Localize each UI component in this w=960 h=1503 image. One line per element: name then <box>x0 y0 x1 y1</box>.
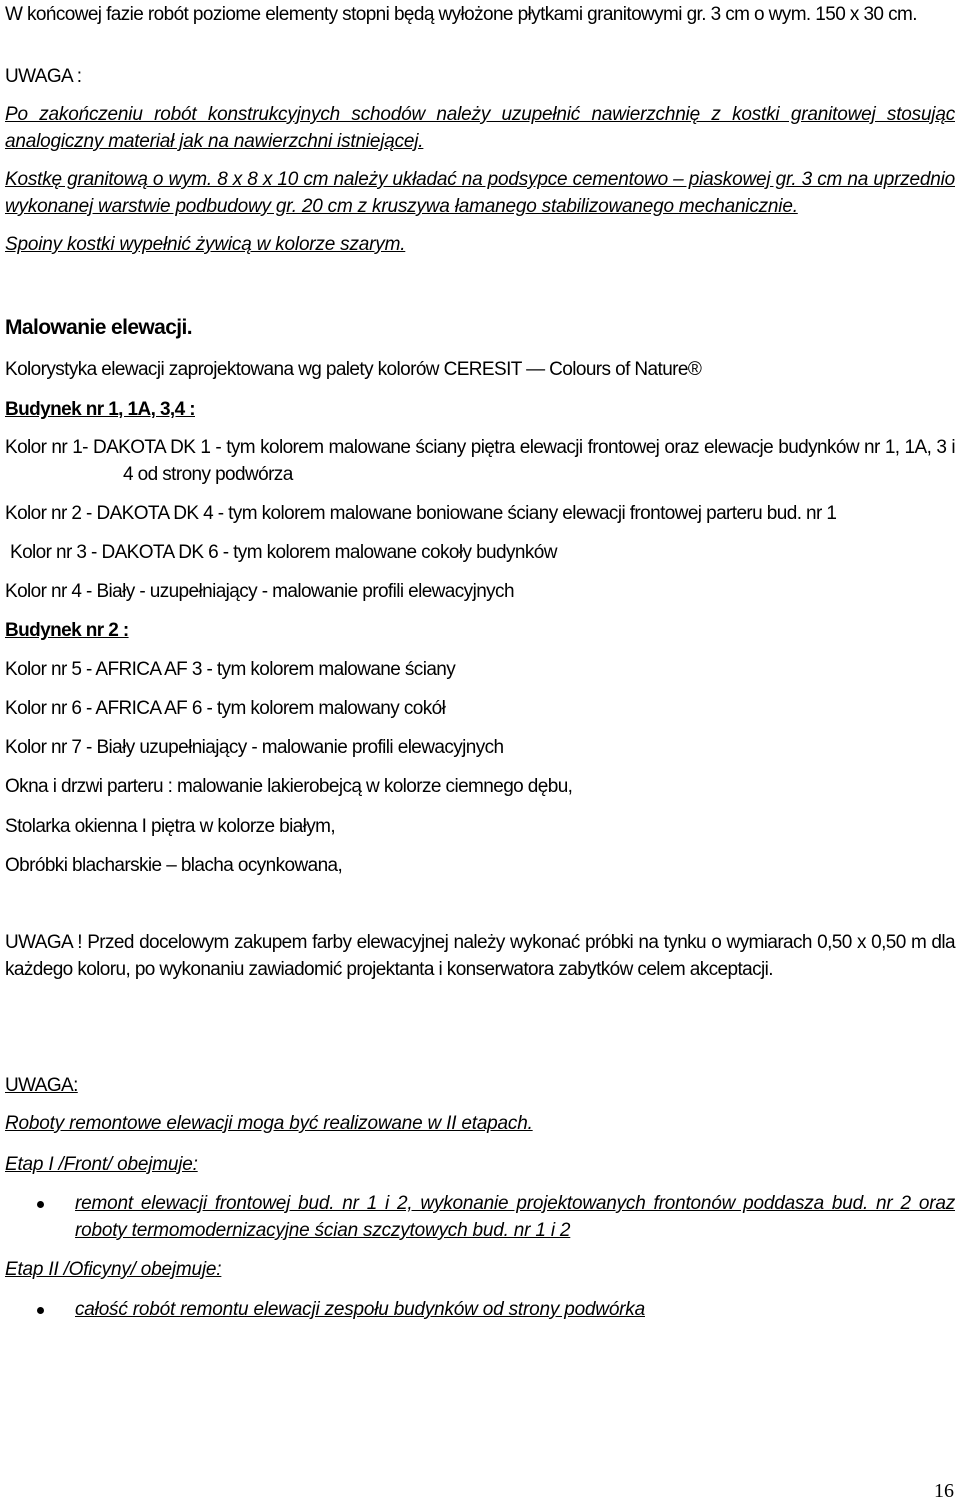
paragraph-obrobki: Obróbki blacharskie – blacha ocynkowana, <box>5 855 343 876</box>
list-item-etap-2 <box>5 1296 955 1323</box>
paragraph-joints: Spoiny kostki wypełnić żywicą w kolorze szarym. <box>5 234 406 255</box>
color-entry-3: Kolor nr 3 - DAKOTA DK 6 - tym kolorem malowane cokoły budynków <box>10 542 557 563</box>
heading-budynek-2: Budynek nr 2 : <box>5 620 129 641</box>
uwaga-heading-1: UWAGA : <box>5 66 82 87</box>
etap-2-item-text: całość robót remontu elewacji zespołu budynków od strony podwórka <box>75 1299 645 1320</box>
paragraph-uwaga-samples: UWAGA ! Przed docelowym zakupem farby elewacyjnej należy wykonać próbki na tynku o wymiarach 0,50 x 0,50 m dla każdego koloru, po wykonaniu zawiadomić projektanta i konserwatora zabytków celem akceptacji. <box>5 932 955 980</box>
paragraph-paving-completion: Po zakończeniu robót konstrukcyjnych schodów należy uzupełnić nawierzchnię z kostki granitowej stosując analogiczny materiał jak na nawierzchni istniejącej. <box>5 104 955 152</box>
paragraph-color-palette: Kolorystyka elewacji zaprojektowana wg palety kolorów CERESIT — Colours of Nature® <box>5 359 702 380</box>
page-number: 16 <box>934 1480 954 1502</box>
bullet-icon <box>37 1307 44 1314</box>
list-item-etap-1 <box>5 1190 955 1244</box>
color-entry-6: Kolor nr 6 - AFRICA AF 6 - tym kolorem malowany cokół <box>5 698 446 719</box>
etap-2-label: Etap II /Oficyny/ obejmuje: <box>5 1259 222 1280</box>
etap-1-item-text: remont elewacji frontowej bud. nr 1 i 2, wykonanie projektowanych frontonów poddasza bud. nr 2 oraz roboty termomodernizacyjne ścian szczytowych bud. nr 1 i 2 <box>75 1193 955 1241</box>
color-entry-2: Kolor nr 2 - DAKOTA DK 4 - tym kolorem malowane boniowane ściany elewacji frontowej parteru bud. nr 1 <box>5 503 837 524</box>
section-heading-malowanie: Malowanie elewacji. <box>5 316 193 339</box>
heading-budynek-1: Budynek nr 1, 1A, 3,4 : <box>5 399 195 420</box>
paragraph-windows-doors: Okna i drzwi parteru : malowanie lakierobejcą w kolorze ciemnego dębu, <box>5 776 573 797</box>
uwaga-heading-2: UWAGA: <box>5 1075 78 1096</box>
paragraph-roboty-etapy: Roboty remontowe elewacji moga być realizowane w II etapach. <box>5 1113 533 1134</box>
etap-1-label: Etap I /Front/ obejmuje: <box>5 1154 198 1175</box>
color-entry-7: Kolor nr 7 - Biały uzupełniający - malowanie profili elewacyjnych <box>5 737 504 758</box>
color-entry-5: Kolor nr 5 - AFRICA AF 3 - tym kolorem malowane ściany <box>5 659 456 680</box>
paragraph-granite-cobble: Kostkę granitową o wym. 8 x 8 x 10 cm należy układać na podsypce cementowo – piaskowej gr. 3 cm na uprzednio wykonanej warstwie podbudowy gr. 20 cm z kruszywa łamanego stabilizowanego mechanicznie. <box>5 169 955 217</box>
paragraph-stolarka: Stolarka okienna I piętra w kolorze białym, <box>5 816 336 837</box>
color-entry-1: Kolor nr 1- DAKOTA DK 1 - tym kolorem malowane ściany piętra elewacji frontowej oraz elewacje budynków nr 1, 1A, 3 i 4 od strony podwórza <box>5 437 955 485</box>
paragraph-granite-tiles: W końcowej fazie robót poziome elementy stopni będą wyłożone płytkami granitowymi gr. 3 cm o wym. 150 x 30 cm. <box>5 4 917 25</box>
color-entry-4: Kolor nr 4 - Biały - uzupełniający - malowanie profili elewacyjnych <box>5 581 514 602</box>
bullet-icon <box>37 1201 44 1208</box>
